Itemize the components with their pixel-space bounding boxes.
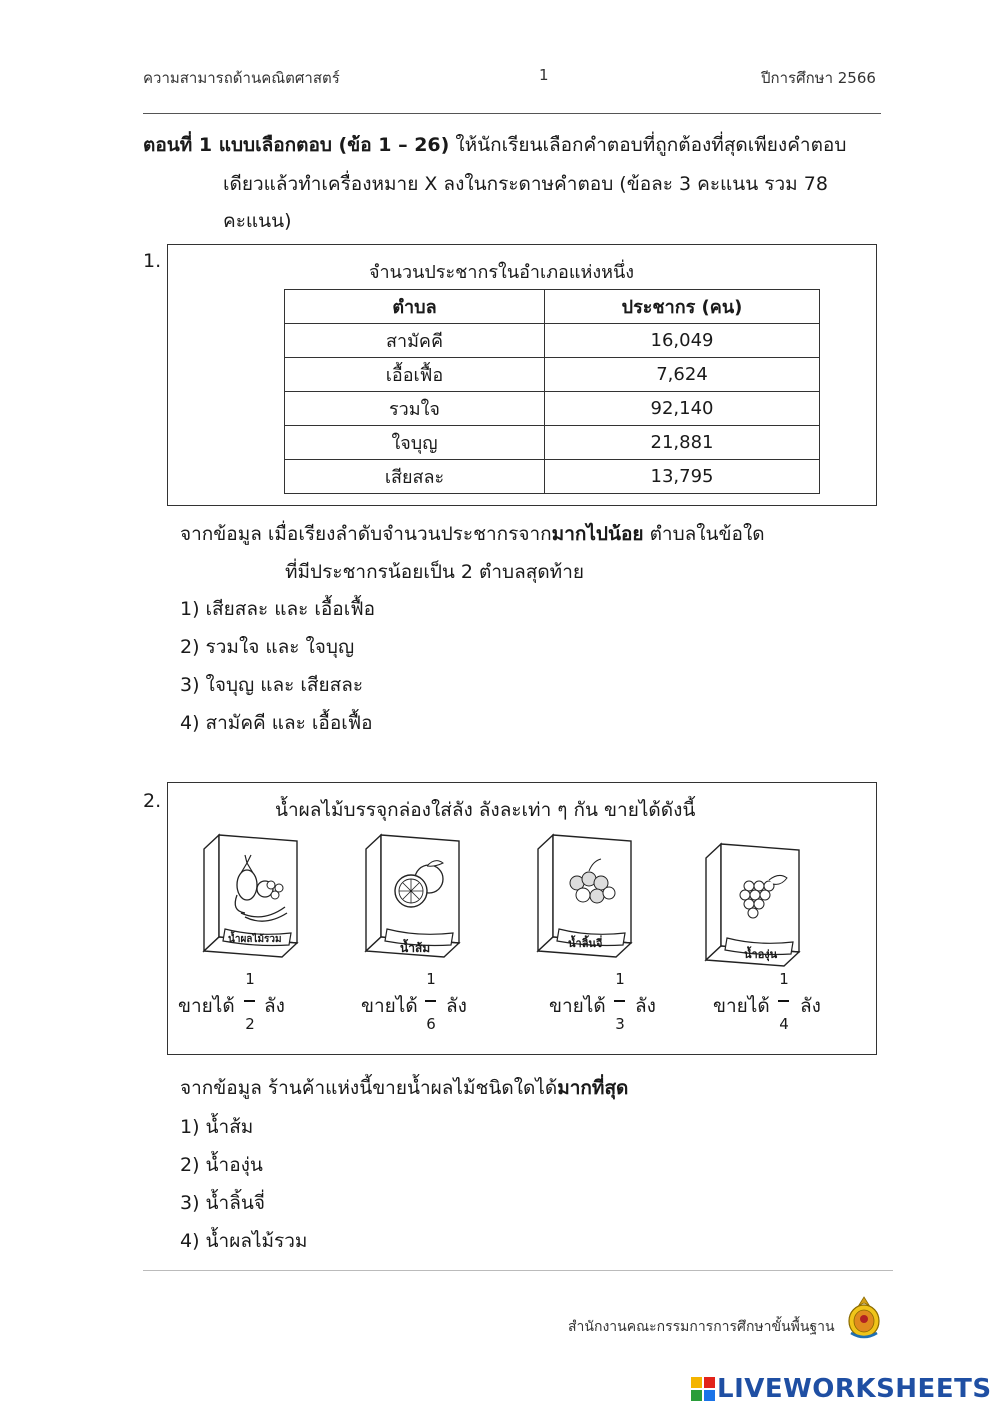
orange-juice-label: น้ำส้ม <box>400 941 431 955</box>
header-academic-year: ปีการศึกษา 2566 <box>761 69 876 87</box>
question-2-text-start: จากข้อมูล ร้านค้าแห่งนี้ขายน้ำผลไม้ชนิดใดได้ <box>180 1077 558 1099</box>
question-2-text <box>180 1078 628 1098</box>
question-2-choice-4[interactable]: 4) น้ำผลไม้รวม <box>180 1230 308 1252</box>
grape-unit: ลัง <box>800 995 821 1017</box>
fraction-bar <box>778 1000 789 1002</box>
fraction-bar <box>614 1000 625 1002</box>
header-subject: ความสามารถด้านคณิตศาสตร์ <box>143 69 340 87</box>
liveworksheets-logo-icon <box>691 1377 715 1401</box>
grape-numerator: 1 <box>779 970 789 988</box>
subdistrict-cell: ใจบุญ <box>285 426 545 460</box>
table-row <box>285 460 820 494</box>
orange-unit: ลัง <box>446 995 467 1017</box>
mixed-fruit-sold-prefix: ขายได้ <box>178 995 235 1017</box>
lychee-numerator: 1 <box>615 970 625 988</box>
subdistrict-cell: เอื้อเฟื้อ <box>285 358 545 392</box>
footer-divider <box>143 1270 893 1271</box>
table-row <box>285 324 820 358</box>
question-1-number: 1. <box>143 250 162 272</box>
instructions-line-1 <box>143 135 846 155</box>
subdistrict-cell: สามัคคี <box>285 324 545 358</box>
population-cell: 92,140 <box>545 392 820 426</box>
question-1-choice-1[interactable]: 1) เสียสละ และ เอื้อเฟื้อ <box>180 598 376 620</box>
instructions-line-2: เดียวแล้วทำเครื่องหมาย X ลงในกระดาษคำตอบ (ข้อละ 3 คะแนน รวม 78 <box>223 173 828 195</box>
table-row <box>285 426 820 460</box>
orange-denominator: 6 <box>426 1015 436 1033</box>
mixed-fruit-unit: ลัง <box>264 995 285 1017</box>
fraction-bar <box>425 1000 436 1002</box>
question-2-number: 2. <box>143 790 162 812</box>
table-row <box>285 358 820 392</box>
population-table-title: จำนวนประชากรในอำเภอแห่งหนึ่ง <box>369 262 635 283</box>
subdistrict-cell: รวมใจ <box>285 392 545 426</box>
population-cell: 16,049 <box>545 324 820 358</box>
lychee-unit: ลัง <box>635 995 656 1017</box>
grape-juice-label: น้ำองุ่น <box>744 948 778 961</box>
subdistrict-cell: เสียสละ <box>285 460 545 494</box>
lychee-denominator: 3 <box>615 1015 625 1033</box>
population-cell: 21,881 <box>545 426 820 460</box>
orange-numerator: 1 <box>426 970 436 988</box>
mixed-fruit-juice-label: น้ำผลไม้รวม <box>228 934 282 945</box>
lychee-sold-prefix: ขายได้ <box>549 995 606 1017</box>
question-1-text-line-2: ที่มีประชากรน้อยเป็น 2 ตำบลสุดท้าย <box>285 561 585 583</box>
question-2-choice-1[interactable]: 1) น้ำส้ม <box>180 1116 254 1138</box>
question-1-text-start: จากข้อมูล เมื่อเรียงลำดับจำนวนประชากรจาก <box>180 523 552 545</box>
question-1-text <box>180 524 765 544</box>
mixed-fruit-numerator: 1 <box>245 970 255 988</box>
question-2-emphasis: มากที่สุด <box>557 1077 629 1099</box>
lychee-juice-label: น้ำลิ้นจี่ <box>568 937 603 950</box>
question-1-emphasis: มากไปน้อย <box>551 523 644 545</box>
mixed-fruit-denominator: 2 <box>245 1015 255 1033</box>
column-header-subdistrict: ตำบล <box>285 290 545 324</box>
question-2-choice-3[interactable]: 3) น้ำลิ้นจี่ <box>180 1192 265 1214</box>
question-2-box-title: น้ำผลไม้บรรจุกล่องใส่ลัง ลังละเท่า ๆ กัน ขายได้ดังนี้ <box>275 799 696 821</box>
question-1-choice-4[interactable]: 4) สามัคคี และ เอื้อเฟื้อ <box>180 712 373 734</box>
population-cell: 7,624 <box>545 358 820 392</box>
grape-denominator: 4 <box>779 1015 789 1033</box>
question-2-choice-2[interactable]: 2) น้ำองุ่น <box>180 1154 263 1176</box>
grape-sold-prefix: ขายได้ <box>713 995 770 1017</box>
header-divider <box>143 113 881 114</box>
table-row <box>285 392 820 426</box>
instructions-title: ตอนที่ 1 แบบเลือกตอบ (ข้อ 1 – 26) <box>143 134 450 156</box>
column-header-population: ประชากร (คน) <box>545 290 820 324</box>
obec-emblem-icon <box>845 1295 883 1341</box>
question-1-text-end: ตำบลในข้อใด <box>643 523 765 545</box>
orange-sold-prefix: ขายได้ <box>361 995 418 1017</box>
fraction-bar <box>244 1000 255 1002</box>
population-cell: 13,795 <box>545 460 820 494</box>
liveworksheets-brand[interactable]: LIVEWORKSHEETS <box>717 1374 992 1404</box>
instructions-text: ให้นักเรียนเลือกคำตอบที่ถูกต้องที่สุดเพียงคำตอบ <box>449 134 847 156</box>
page-number: 1 <box>539 66 549 84</box>
table-header-row <box>285 290 820 324</box>
instructions-line-3: คะแนน) <box>223 210 292 232</box>
population-table <box>284 289 820 494</box>
footer-office-name: สำนักงานคณะกรรมการการศึกษาขั้นพื้นฐาน <box>568 1319 835 1335</box>
question-1-choice-3[interactable]: 3) ใจบุญ และ เสียสละ <box>180 674 364 696</box>
question-1-choice-2[interactable]: 2) รวมใจ และ ใจบุญ <box>180 636 355 658</box>
